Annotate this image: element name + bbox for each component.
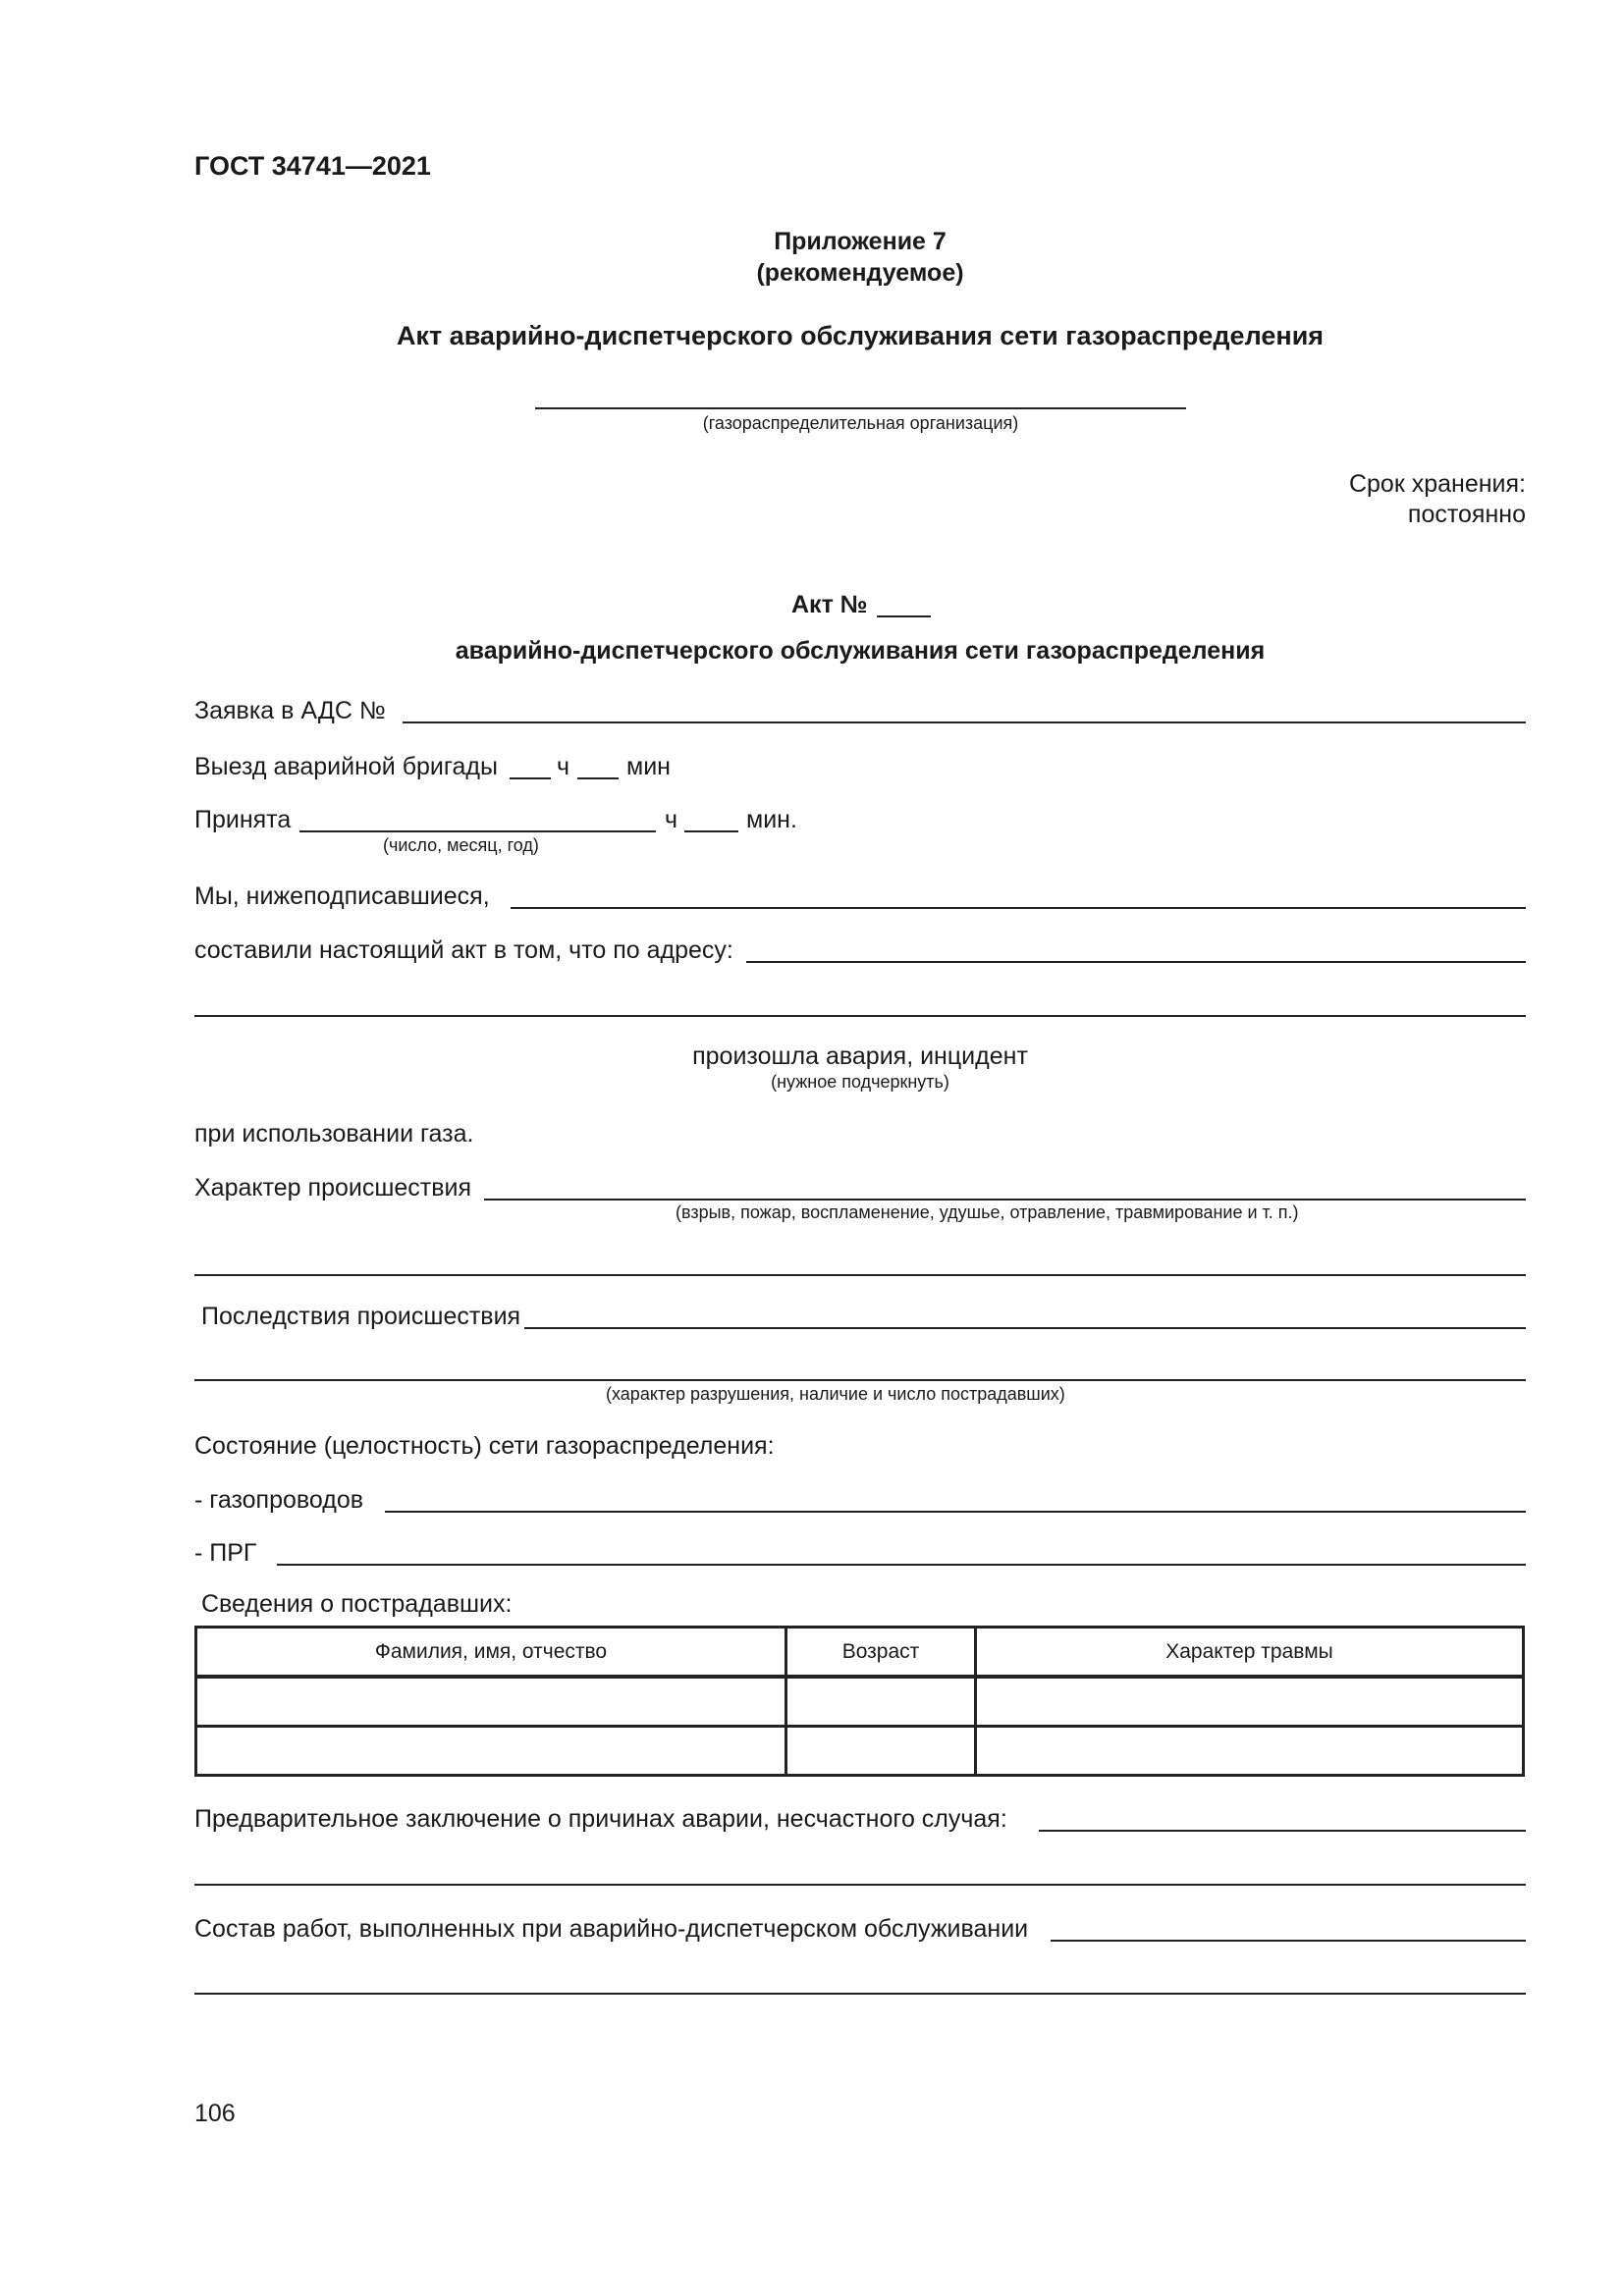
act-number-line[interactable] xyxy=(877,615,931,617)
organization-line[interactable] xyxy=(535,407,1186,409)
prg-line[interactable] xyxy=(277,1564,1526,1566)
conclusion-line-2[interactable] xyxy=(194,1884,1526,1886)
retention-value: постоянно xyxy=(1407,501,1526,528)
accepted-hour-unit: ч xyxy=(665,806,678,833)
address-line-2[interactable] xyxy=(194,1015,1526,1017)
appendix-subtitle: (рекомендуемое) xyxy=(756,259,964,287)
consequences-caption: (характер разрушения, наличие и число пострадавших) xyxy=(606,1384,1065,1404)
accident-text: произошла авария, инцидент xyxy=(692,1042,1028,1070)
underline-caption: (нужное подчеркнуть) xyxy=(771,1072,949,1092)
consequences-line-2[interactable] xyxy=(194,1379,1526,1381)
consequences-label: Последствия происшествия xyxy=(201,1303,521,1330)
table-row xyxy=(196,1677,1524,1727)
request-line[interactable] xyxy=(403,721,1526,723)
accepted-minute-unit: мин. xyxy=(746,806,797,833)
incident-nature-caption: (взрыв, пожар, воспламенение, удушье, отравление, травмирование и т. п.) xyxy=(676,1202,1299,1222)
conclusion-line[interactable] xyxy=(1039,1830,1526,1832)
date-caption: (число, месяц, год) xyxy=(383,835,539,855)
pipelines-line[interactable] xyxy=(385,1511,1526,1513)
table-cell-name[interactable] xyxy=(196,1677,786,1727)
column-header-injury: Характер травмы xyxy=(976,1628,1524,1678)
incident-nature-line-2[interactable] xyxy=(194,1274,1526,1276)
victims-header-row xyxy=(196,1628,1524,1678)
prg-label: - ПРГ xyxy=(194,1539,257,1567)
document-title: Акт аварийно-диспетчерского обслуживания сети газораспределения xyxy=(396,321,1325,350)
victims-label: Сведения о пострадавших: xyxy=(201,1590,513,1618)
table-cell-age[interactable] xyxy=(786,1677,976,1727)
pipelines-label: - газопроводов xyxy=(194,1486,364,1514)
address-line[interactable] xyxy=(746,961,1526,963)
accepted-minute-line[interactable] xyxy=(684,830,738,832)
consequences-line[interactable] xyxy=(524,1327,1526,1329)
table-row xyxy=(196,1727,1524,1776)
request-label: Заявка в АДС № xyxy=(194,697,386,724)
page-number: 106 xyxy=(194,2100,236,2127)
incident-nature-label: Характер происшествия xyxy=(194,1174,472,1201)
table-cell-age[interactable] xyxy=(786,1727,976,1776)
column-header-name: Фамилия, имя, отчество xyxy=(196,1628,786,1678)
signed-label: Мы, нижеподписавшиеся, xyxy=(194,882,490,910)
departure-hour-line[interactable] xyxy=(510,777,551,779)
table-cell-name[interactable] xyxy=(196,1727,786,1776)
departure-minute-unit: мин xyxy=(626,753,671,780)
standard-header: ГОСТ 34741—2021 xyxy=(194,151,431,181)
network-state-label: Состояние (целостность) сети газораспределения: xyxy=(194,1432,775,1460)
accepted-date-line[interactable] xyxy=(299,830,656,832)
works-label: Состав работ, выполненных при аварийно-диспетчерском обслуживании xyxy=(194,1915,1029,1943)
address-label: составили настоящий акт в том, что по адресу: xyxy=(194,936,733,964)
table-cell-injury[interactable] xyxy=(976,1677,1524,1727)
accepted-label: Принята xyxy=(194,806,292,833)
works-line[interactable] xyxy=(1051,1940,1526,1942)
conclusion-label: Предварительное заключение о причинах аварии, несчастного случая: xyxy=(194,1805,1007,1833)
signed-line[interactable] xyxy=(511,907,1526,909)
departure-label: Выезд аварийной бригады xyxy=(194,753,498,780)
act-subtitle: аварийно-диспетчерского обслуживания сети газораспределения xyxy=(455,637,1266,665)
departure-hour-unit: ч xyxy=(557,753,570,780)
retention-label: Срок хранения: xyxy=(1348,470,1526,498)
column-header-age: Возраст xyxy=(786,1628,976,1678)
table-cell-injury[interactable] xyxy=(976,1727,1524,1776)
appendix-title: Приложение 7 xyxy=(774,228,947,255)
gas-use-text: при использовании газа. xyxy=(194,1120,474,1148)
victims-table xyxy=(194,1626,1525,1777)
incident-nature-line[interactable] xyxy=(484,1199,1526,1201)
organization-caption: (газораспределительная организация) xyxy=(702,413,1019,433)
works-line-2[interactable] xyxy=(194,1993,1526,1995)
act-number-label: Акт № xyxy=(791,591,868,618)
departure-minute-line[interactable] xyxy=(577,777,619,779)
